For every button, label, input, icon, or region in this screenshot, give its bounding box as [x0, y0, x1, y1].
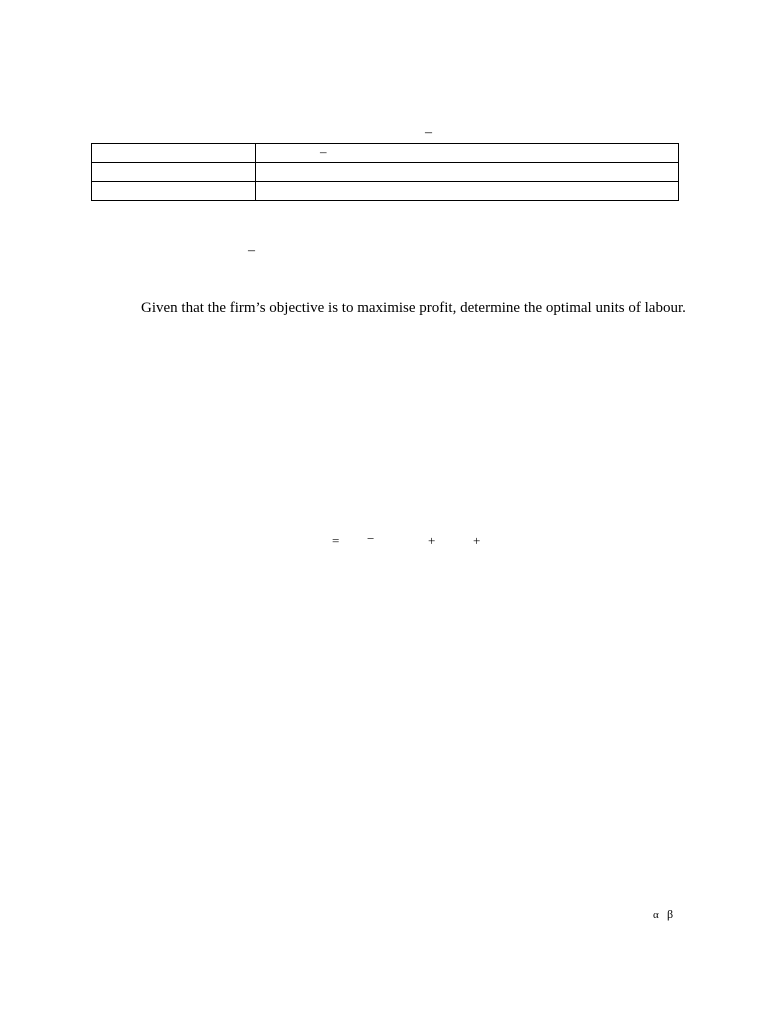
table-cell — [256, 144, 679, 163]
table-cell — [92, 182, 256, 201]
blank-table — [91, 143, 679, 201]
footer-beta-symbol: β — [667, 907, 674, 921]
equation-equals-sign: = — [332, 533, 340, 548]
table-cell — [92, 163, 256, 182]
table-cell-dash-symbol: – — [320, 144, 327, 159]
footer-alpha-symbol: α — [653, 909, 659, 921]
header-dash-symbol: – — [425, 125, 432, 140]
table-row — [92, 163, 679, 182]
table-row — [92, 144, 679, 163]
equation-plus-sign-1: + — [428, 533, 436, 548]
table-cell — [256, 182, 679, 201]
table-row — [92, 182, 679, 201]
question-text: Given that the firm’s objective is to maximise profit, determine the optimal units of labour. — [141, 300, 686, 316]
equation-minus-sign: − — [367, 531, 375, 546]
equation-plus-sign-2: + — [473, 533, 481, 548]
table-cell — [256, 163, 679, 182]
below-table-dash-symbol: – — [248, 243, 255, 258]
table-cell — [92, 144, 256, 163]
